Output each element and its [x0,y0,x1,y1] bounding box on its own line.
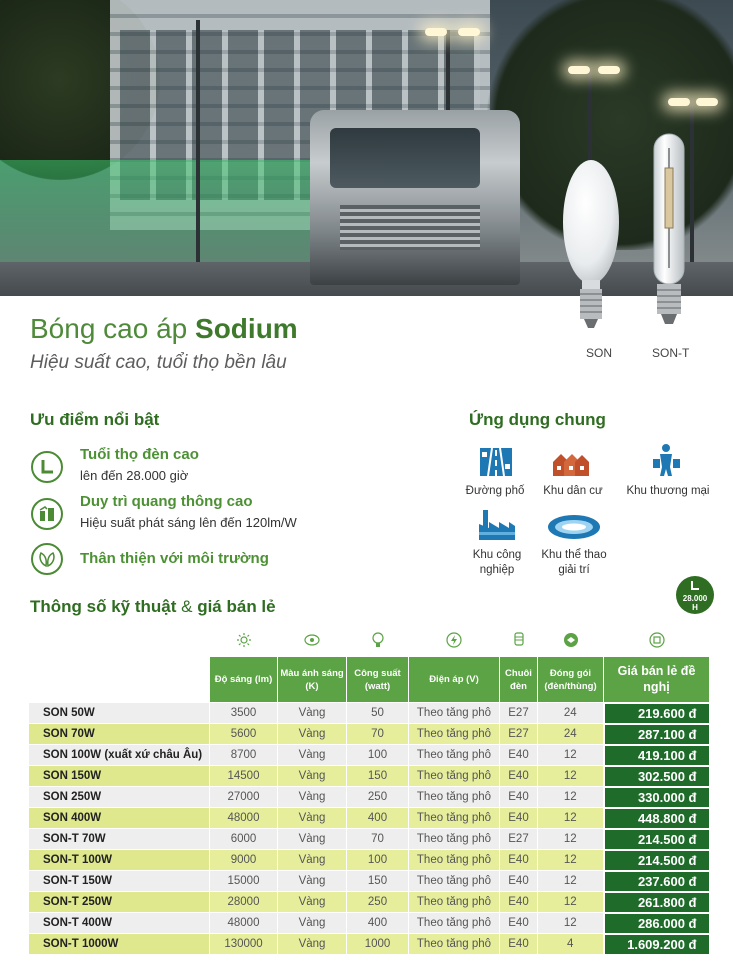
table-row [29,934,710,955]
header-voltage: Điện áp (V) [409,657,500,703]
cell-power: 400 [347,808,409,829]
leaf-icon [31,543,63,575]
cell-power: 70 [347,829,409,850]
stadium-icon [546,512,602,542]
page-title [30,313,298,345]
cell-power: 150 [347,871,409,892]
cell-price: 330.000 đ [604,787,710,808]
cell-voltage: Theo tăng phô [409,850,500,871]
cell-color: Vàng [278,808,347,829]
bulb-icon [347,627,409,657]
cell-base: E40 [500,871,538,892]
cell-color: Vàng [278,871,347,892]
cell-pack: 12 [538,913,604,934]
app-label-road: Đường phố [465,485,525,497]
shopper-icon [650,443,682,477]
badge-unit: H [692,603,698,612]
cell-color: Vàng [278,703,347,724]
eye-icon [278,627,347,657]
cell-power: 50 [347,703,409,724]
street-lamp-glow [696,98,718,106]
cell-voltage: Theo tăng phô [409,829,500,850]
street-light-pole [196,20,200,280]
table-row [29,787,710,808]
cell-lumen: 8700 [210,745,278,766]
applications-heading: Ứng dụng chung [469,410,606,429]
cell-name: SON 250W [29,787,210,808]
specs-heading-amp: & [181,597,193,616]
cell-pack: 12 [538,787,604,808]
advantage-desc: lên đến 28.000 giờ [80,468,189,483]
table-row [29,913,710,934]
socket-icon [500,627,538,657]
header-price: Giá bán lẻ đề nghị [604,657,710,703]
cell-voltage: Theo tăng phô [409,934,500,955]
street-lamp-glow [458,28,480,36]
cell-price: 448.800 đ [604,808,710,829]
cell-voltage: Theo tăng phô [409,913,500,934]
cell-base: E40 [500,934,538,955]
specs-heading-part2: giá bán lẻ [197,597,276,616]
cell-lumen: 9000 [210,850,278,871]
cell-lumen: 6000 [210,829,278,850]
cell-lumen: 48000 [210,913,278,934]
cell-name: SON 50W [29,703,210,724]
cell-name: SON-T 250W [29,892,210,913]
street-lamp-glow [425,28,447,36]
street-lamp-glow [668,98,690,106]
lifetime-badge [676,576,714,614]
sun-icon [210,627,278,657]
table-row [29,745,710,766]
cell-color: Vàng [278,829,347,850]
table-body [29,703,710,955]
app-label-commercial: Khu thương mại [626,485,710,497]
table-row [29,808,710,829]
cell-voltage: Theo tăng phô [409,892,500,913]
cell-pack: 12 [538,766,604,787]
street-lamp-glow [598,66,620,74]
cell-base: E27 [500,724,538,745]
cell-name: SON 150W [29,766,210,787]
cell-price: 287.100 đ [604,724,710,745]
cell-voltage: Theo tăng phô [409,745,500,766]
spec-table [28,626,711,956]
cell-power: 100 [347,850,409,871]
cell-name: SON-T 100W [29,850,210,871]
table-row [29,724,710,745]
cell-lumen: 3500 [210,703,278,724]
green-lit-facade [0,160,320,270]
title-prefix: Bóng cao áp [30,313,188,344]
cell-color: Vàng [278,787,347,808]
cell-power: 150 [347,766,409,787]
cell-voltage: Theo tăng phô [409,724,500,745]
cell-power: 70 [347,724,409,745]
road-icon [478,446,514,478]
cell-base: E40 [500,787,538,808]
truck-windshield [330,128,480,188]
cell-pack: 12 [538,745,604,766]
hero-photo [0,0,733,296]
cell-lumen: 5600 [210,724,278,745]
advantage-title: Thân thiện với môi trường [80,550,269,567]
tubular-bulb-icon [646,128,692,342]
table-row [29,850,710,871]
header-base: Chuôi đèn [500,657,538,703]
cell-base: E40 [500,850,538,871]
cell-color: Vàng [278,934,347,955]
app-label-industrial: Khu công nghiệp [472,549,522,576]
cell-lumen: 14500 [210,766,278,787]
cell-pack: 4 [538,934,604,955]
cell-price: 219.600 đ [604,703,710,724]
cell-base: E40 [500,745,538,766]
cell-lumen: 28000 [210,892,278,913]
cell-voltage: Theo tăng phô [409,787,500,808]
cell-pack: 24 [538,724,604,745]
cell-base: E27 [500,703,538,724]
cell-pack: 12 [538,829,604,850]
cell-price: 302.500 đ [604,766,710,787]
cell-color: Vàng [278,913,347,934]
price-tag-icon [604,627,710,657]
advantage-desc: Hiệu suất phát sáng lên đến 120lm/W [80,515,297,530]
cell-color: Vàng [278,745,347,766]
cell-name: SON-T 400W [29,913,210,934]
cell-lumen: 48000 [210,808,278,829]
cell-pack: 12 [538,850,604,871]
header-description: MÔ TẢ SẢN PHẨM [29,627,210,703]
cell-base: E40 [500,913,538,934]
cell-pack: 12 [538,808,604,829]
header-power: Công suất (watt) [347,657,409,703]
cell-voltage: Theo tăng phô [409,766,500,787]
header-lumen: Độ sáng (lm) [210,657,278,703]
cell-base: E27 [500,829,538,850]
clock-icon [31,451,63,483]
cell-price: 261.800 đ [604,892,710,913]
cell-base: E40 [500,892,538,913]
lightning-icon [409,627,500,657]
cell-voltage: Theo tăng phô [409,871,500,892]
cell-color: Vàng [278,724,347,745]
app-label-residential: Khu dân cư [543,485,603,497]
factory-icon [477,508,517,542]
header-pack: Đóng gói (đèn/thùng) [538,657,604,703]
cell-name: SON-T 70W [29,829,210,850]
table-row [29,871,710,892]
table-icon-row [29,627,710,657]
truck-grill [340,205,480,250]
cell-color: Vàng [278,766,347,787]
cell-power: 250 [347,892,409,913]
oval-bulb-icon [560,152,622,342]
lumen-maintenance-icon [31,498,63,530]
bulb-label-son: SON [586,346,613,360]
bulb-label-son-t: SON-T [652,346,690,360]
cell-lumen: 27000 [210,787,278,808]
advantage-title: Tuổi thọ đèn cao [80,446,199,463]
specs-heading-part1: Thông số kỹ thuật [30,597,177,616]
cell-base: E40 [500,808,538,829]
cell-voltage: Theo tăng phô [409,703,500,724]
street-lamp-glow [568,66,590,74]
advantage-title: Duy trì quang thông cao [80,493,253,510]
cell-base: E40 [500,766,538,787]
cell-price: 214.500 đ [604,850,710,871]
table-row [29,892,710,913]
cell-price: 214.500 đ [604,829,710,850]
table-row [29,829,710,850]
cell-power: 100 [347,745,409,766]
cell-pack: 12 [538,871,604,892]
cell-power: 250 [347,787,409,808]
cell-lumen: 130000 [210,934,278,955]
cell-lumen: 15000 [210,871,278,892]
cell-name: SON 70W [29,724,210,745]
cell-price: 237.600 đ [604,871,710,892]
cell-name: SON 400W [29,808,210,829]
cell-price: 1.609.200 đ [604,934,710,955]
cell-power: 1000 [347,934,409,955]
badge-value: 28.000 [682,594,708,603]
clock-icon [689,580,701,592]
cell-name: SON-T 150W [29,871,210,892]
cell-pack: 12 [538,892,604,913]
package-icon [538,627,604,657]
title-bold: Sodium [195,313,298,344]
specs-heading [30,597,276,617]
cell-name: SON 100W (xuất xứ châu Âu) [29,745,210,766]
page-subtitle: Hiệu suất cao, tuổi thọ bền lâu [30,352,287,373]
cell-voltage: Theo tăng phô [409,808,500,829]
table-row [29,703,710,724]
cell-price: 286.000 đ [604,913,710,934]
cell-color: Vàng [278,850,347,871]
cell-pack: 24 [538,703,604,724]
app-label-sports: Khu thể thao giải trí [541,549,607,576]
residential-icon [551,448,591,478]
header-color: Màu ánh sáng (K) [278,657,347,703]
cell-color: Vàng [278,892,347,913]
cell-power: 400 [347,913,409,934]
table-row [29,766,710,787]
advantages-heading: Ưu điểm nổi bật [30,410,160,429]
cell-name: SON-T 1000W [29,934,210,955]
cell-price: 419.100 đ [604,745,710,766]
